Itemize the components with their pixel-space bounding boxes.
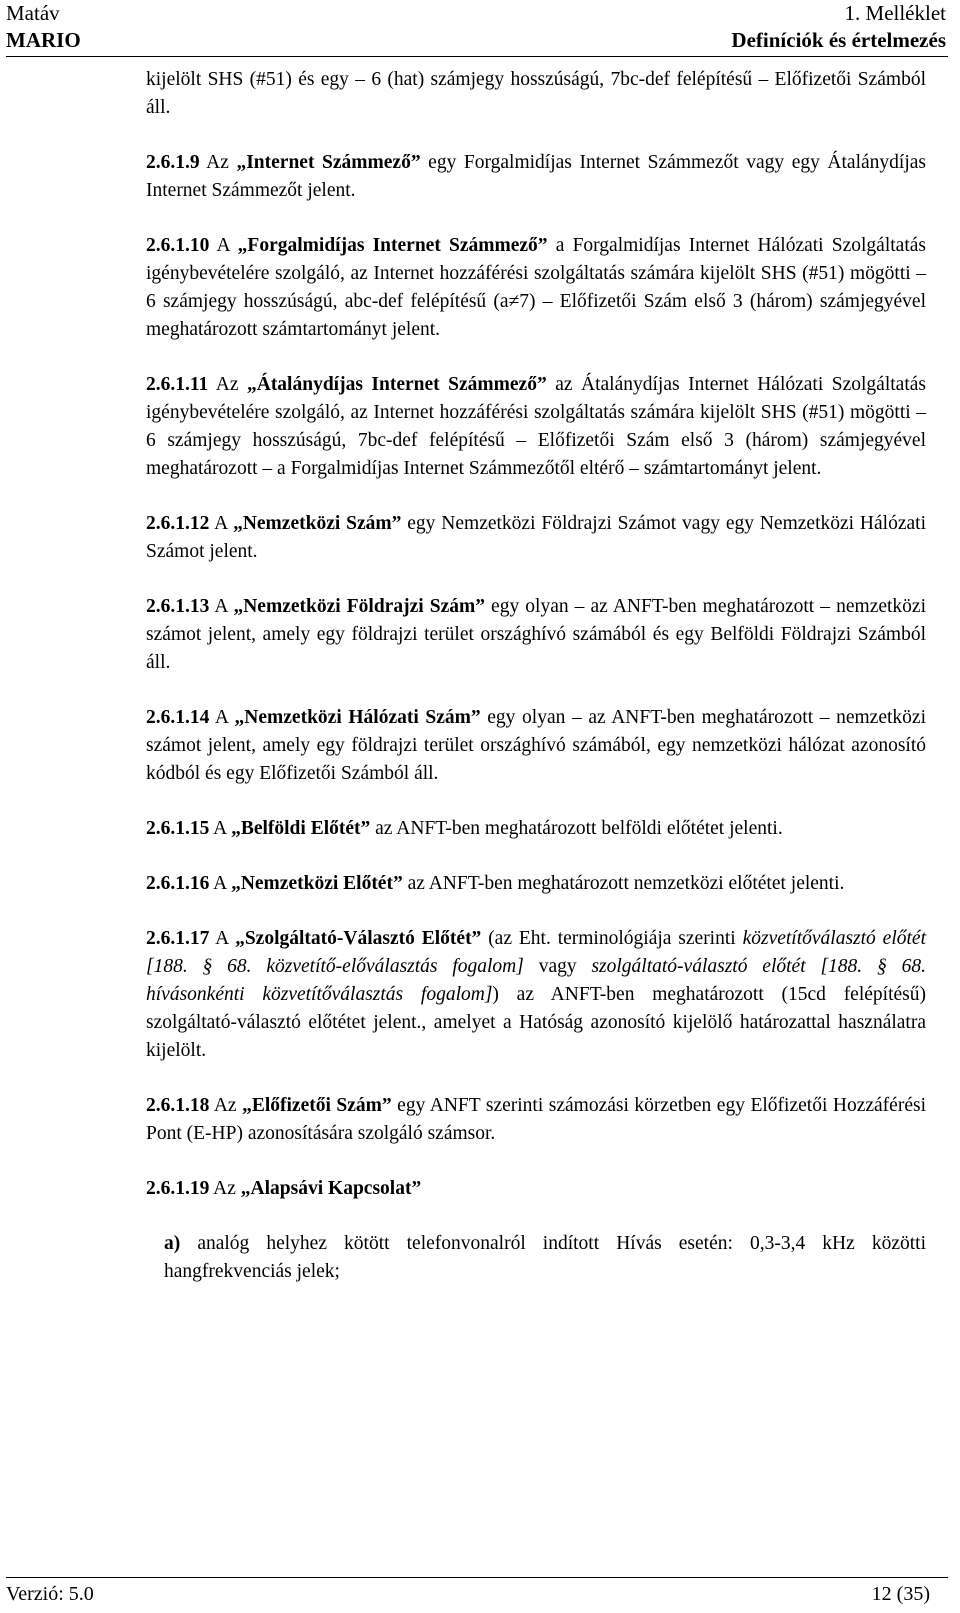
defined-term: „Szolgáltató-Választó Előtét” (235, 928, 482, 949)
clause-text: A (209, 928, 236, 949)
defined-term: „Nemzetközi Hálózati Szám” (234, 707, 481, 728)
document-body (146, 66, 926, 1313)
header-divider (6, 56, 948, 57)
clause-text: A (209, 873, 232, 894)
clause-number: 2.6.1.11 (146, 374, 209, 395)
clause-number: 2.6.1.12 (146, 513, 210, 534)
definition-2-6-1-19 (146, 1175, 926, 1203)
defined-term: „Forgalmidíjas Internet Számmező” (237, 235, 548, 256)
clause-text: egy Nemzetközi Földrajzi Számot vagy egy Nemzetközi Hálózati Számot jelent. (146, 513, 926, 562)
clause-number: 2.6.1.16 (146, 873, 210, 894)
clause-text: Az (199, 152, 237, 173)
header-product: MARIO (6, 28, 81, 52)
clause-text: A (209, 596, 234, 617)
clause-text: A (209, 513, 234, 534)
defined-term: „Belföldi Előtét” (231, 818, 371, 839)
footer-version: Verzió: 5.0 (6, 1583, 94, 1605)
footer-page-number: 12 (35) (871, 1583, 930, 1605)
header-annex: 1. Melléklet (844, 1, 946, 25)
clause-number: 2.6.1.19 (146, 1178, 210, 1199)
legal-reference: közvetítőválasztó előtét [188. § 68. közvetítő-előválasztás fogalom] (146, 928, 926, 977)
clause-number: 2.6.1.13 (146, 596, 210, 617)
defined-term: „Alapsávi Kapcsolat” (240, 1178, 422, 1199)
clause-text: egy olyan – az ANFT-ben meghatározott – nemzetközi számot jelent, amely egy földrajzi terület országhívó számából és egy Belföldi Földrajzi Számból áll. (146, 596, 926, 673)
definition-2-6-1-12 (146, 510, 926, 566)
clause-number: 2.6.1.9 (146, 152, 200, 173)
definition-2-6-1-17 (146, 925, 926, 1065)
definition-2-6-1-16 (146, 870, 926, 898)
sub-item-text: analóg helyhez kötött telefonvonalról indított Hívás esetén: 0,3-3,4 kHz közötti hangfrekvenciás jelek; (164, 1233, 926, 1282)
sub-item-label: a) (164, 1233, 181, 1254)
clause-number: 2.6.1.10 (146, 235, 210, 256)
header-section-title: Definíciók és értelmezés (731, 28, 946, 52)
clause-text: egy ANFT szerinti számozási körzetben egy Előfizetői Hozzáférési Pont (E-HP) azonosítására szolgáló számsor. (146, 1095, 926, 1144)
clause-text: Az (209, 1095, 243, 1116)
clause-text: A (209, 707, 235, 728)
definition-2-6-1-10 (146, 232, 926, 344)
clause-text: vagy (523, 956, 592, 977)
clause-text: A (209, 235, 238, 256)
clause-number: 2.6.1.18 (146, 1095, 210, 1116)
clause-text: egy Forgalmidíjas Internet Számmezőt vagy egy Átalánydíjas Internet Számmezőt jelent. (146, 152, 926, 201)
header-left (6, 0, 81, 54)
definition-2-6-1-14 (146, 704, 926, 788)
clause-text: egy olyan – az ANFT-ben meghatározott – nemzetközi számot jelent, amely egy földrajzi terület országhívó számából, egy nemzetközi hálózat azonosító kódból és egy Előfizetői Számból áll. (146, 707, 926, 784)
footer-divider (6, 1577, 948, 1578)
clause-number: 2.6.1.14 (146, 707, 210, 728)
defined-term: „Internet Számmező” (236, 152, 421, 173)
clause-number: 2.6.1.17 (146, 928, 210, 949)
clause-text: ) az ANFT-ben meghatározott (15cd felépítésű) szolgáltató-választó előtétet jelent., amelyet a Hatóság azonosító kijelölő határozattal használatra kijelölt. (146, 984, 926, 1061)
clause-text: Az (209, 1178, 241, 1199)
defined-term: „Nemzetközi Földrajzi Szám” (233, 596, 485, 617)
clause-text: az Átalánydíjas Internet Hálózati Szolgáltatás igénybevételére szolgáló, az Internet hozzáférési szolgáltatás számára kijelölt SHS (#51) mögötti – 6 számjegy hosszúságú, 7bc-def felépítésű – Előfizetői Szám első 3 (három) számjegyével meghatározott – a Forgalmidíjas Internet Számmezőtől eltérő – számtartományt jelent. (146, 374, 926, 479)
clause-text: az ANFT-ben meghatározott nemzetközi előtétet jelenti. (402, 873, 845, 894)
clause-text: az ANFT-ben meghatározott belföldi előtétet jelenti. (370, 818, 783, 839)
clause-text: Az (208, 374, 247, 395)
header-company: Matáv (6, 1, 60, 25)
definition-2-6-1-9 (146, 149, 926, 205)
defined-term: „Nemzetközi Szám” (233, 513, 402, 534)
clause-text: a Forgalmidíjas Internet Hálózati Szolgáltatás igénybevételére szolgáló, az Internet hozzáférési szolgáltatás számára kijelölt SHS (#51) mögötti – 6 számjegy hosszúságú, abc-def felépítésű (a≠7) – Előfizetői Szám első 3 (három) számjegyével meghatározott számtartományt jelent. (146, 235, 926, 340)
header-right (731, 0, 946, 54)
definition-2-6-1-18 (146, 1092, 926, 1148)
clause-number: 2.6.1.15 (146, 818, 210, 839)
defined-term: „Átalánydíjas Internet Számmező” (246, 374, 547, 395)
clause-text: A (209, 818, 232, 839)
paragraph-continuation: kijelölt SHS (#51) és egy – 6 (hat) számjegy hosszúságú, 7bc-def felépítésű – Előfizetői Számból áll. (146, 69, 926, 118)
definition-2-6-1-11 (146, 371, 926, 483)
definition-2-6-1-13 (146, 593, 926, 677)
clause-text: (az Eht. terminológiája szerinti (481, 928, 743, 949)
sub-item-a (164, 1230, 926, 1286)
legal-reference: szolgáltató-választó előtét [188. § 68. hívásonkénti közvetítőválasztás fogalom] (146, 956, 926, 1005)
defined-term: „Nemzetközi Előtét” (231, 873, 403, 894)
defined-term: „Előfizetői Szám” (242, 1095, 392, 1116)
definition-2-6-1-15 (146, 815, 926, 843)
